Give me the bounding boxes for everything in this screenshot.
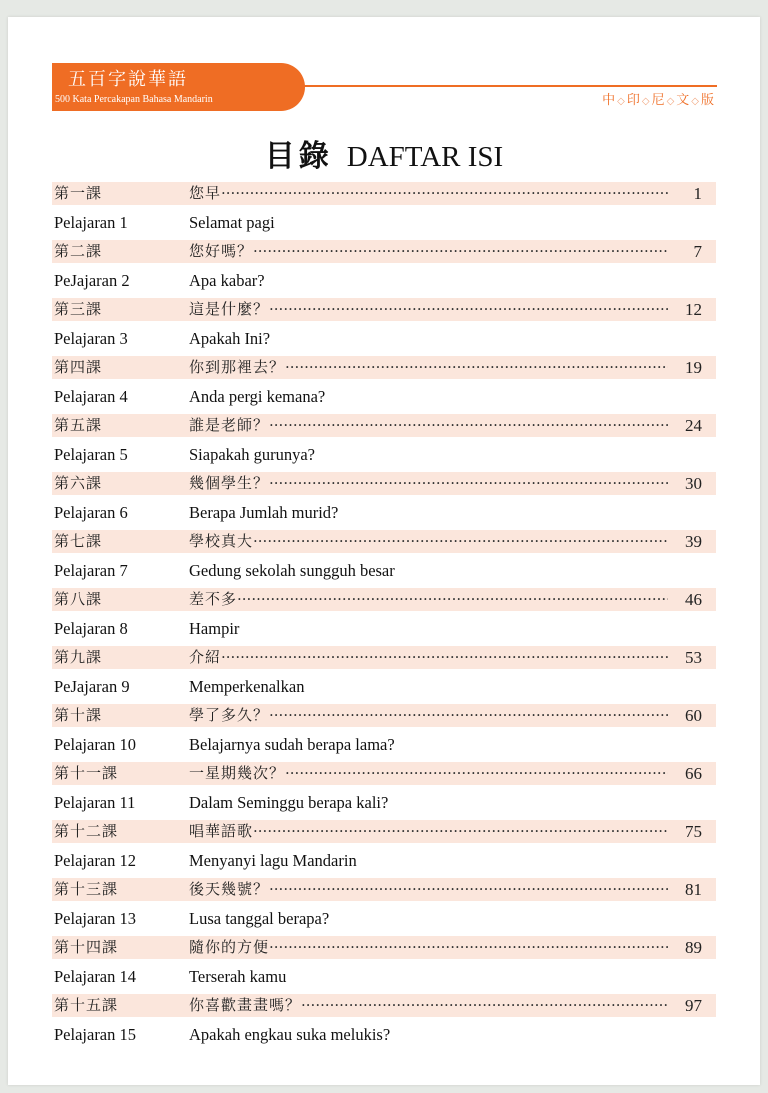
page-number: 12 (685, 300, 702, 319)
toc-lesson-row (52, 704, 716, 727)
lesson-title-id: Terserah kamu (189, 967, 287, 986)
lesson-title-id: Memperkenalkan (189, 677, 305, 696)
lesson-number-id: Pelajaran 7 (54, 561, 128, 580)
page-number: 97 (685, 996, 702, 1015)
lesson-number-cn: 第一課 (54, 184, 103, 202)
toc-translation-row (52, 962, 716, 991)
lesson-title-id: Lusa tanggal berapa? (189, 909, 330, 928)
toc-lesson-row (52, 472, 716, 495)
edition-char: 文 (676, 93, 691, 108)
lesson-number-id: Pelajaran 14 (54, 967, 137, 986)
toc-translation-row (52, 324, 716, 353)
toc-lesson-row (52, 878, 716, 901)
page-number: 89 (685, 938, 702, 957)
lesson-number-cn: 第十五課 (54, 996, 119, 1014)
page-number: 24 (685, 416, 702, 435)
page-number: 81 (685, 880, 702, 899)
lesson-number-id: Pelajaran 10 (54, 735, 137, 754)
page-number: 53 (685, 648, 702, 667)
toc-translation-row (52, 788, 716, 817)
page-number: 39 (685, 532, 702, 551)
lesson-title-id: Siapakah gurunya? (189, 445, 315, 464)
lesson-number-cn: 第八課 (54, 590, 103, 608)
lesson-title-cn (189, 530, 668, 553)
lesson-title-cn-text: 後天幾號？ (189, 880, 270, 898)
lesson-number-cn: 第六課 (54, 474, 103, 492)
toc-translation-row (52, 904, 716, 933)
edition-char: 尼 (651, 93, 666, 108)
lesson-title-cn-text: 這是什麼？ (189, 300, 270, 318)
page-number: 30 (685, 474, 702, 493)
lesson-title-cn (189, 646, 668, 669)
toc-lesson-row (52, 762, 716, 785)
toc-translation-row (52, 730, 716, 759)
toc-translation-row (52, 1020, 716, 1049)
lesson-title-id: Selamat pagi (189, 213, 275, 232)
toc-translation-row (52, 266, 716, 295)
toc-lesson-row (52, 646, 716, 669)
page-number: 1 (693, 184, 702, 203)
toc-translation-row (52, 614, 716, 643)
lesson-number-cn: 第九課 (54, 648, 103, 666)
lesson-title-cn (189, 356, 668, 379)
toc-lesson-row (52, 240, 716, 263)
lesson-title-cn-text: 差不多 (189, 590, 238, 608)
header-rule (304, 85, 717, 87)
page-number: 19 (685, 358, 702, 377)
lesson-number-cn: 第二課 (54, 242, 103, 260)
toc-lesson-row (52, 356, 716, 379)
lesson-title-cn (189, 298, 668, 321)
toc-translation-row (52, 498, 716, 527)
toc-lesson-row (52, 994, 716, 1017)
lesson-title-cn-text: 您早 (189, 184, 222, 202)
page-title-cn: 目錄 (264, 139, 333, 174)
book-title-subtitle: 500 Kata Percakapan Bahasa Mandarin (55, 94, 213, 105)
toc-lesson-row (52, 298, 716, 321)
lesson-title-cn (189, 936, 668, 959)
lesson-number-id: Pelajaran 11 (54, 793, 136, 812)
document-page (8, 17, 760, 1085)
lesson-number-id: Pelajaran 5 (54, 445, 128, 464)
toc-translation-row (52, 208, 716, 237)
lesson-number-id: Pelajaran 4 (54, 387, 128, 406)
toc-lesson-row (52, 414, 716, 437)
toc-translation-row (52, 846, 716, 875)
lesson-title-id: Anda pergi kemana? (189, 387, 326, 406)
lesson-title-cn (189, 762, 668, 785)
lesson-number-id: PeJajaran 9 (54, 677, 130, 696)
lesson-number-cn: 第十二課 (54, 822, 119, 840)
lesson-title-cn (189, 820, 668, 843)
lesson-number-id: PeJajaran 2 (54, 271, 130, 290)
lesson-title-cn-text: 一星期幾次？ (189, 764, 286, 782)
lesson-title-cn-text: 學校真大 (189, 532, 254, 550)
lesson-title-cn-text: 學了多久？ (189, 706, 270, 724)
toc-translation-row (52, 556, 716, 585)
page-number: 60 (685, 706, 702, 725)
lesson-number-cn: 第十一課 (54, 764, 119, 782)
lesson-title-id: Dalam Seminggu berapa kali? (189, 793, 389, 812)
lesson-number-id: Pelajaran 15 (54, 1025, 137, 1044)
lesson-title-id: Gedung sekolah sungguh besar (189, 561, 395, 580)
lesson-number-id: Pelajaran 13 (54, 909, 137, 928)
lesson-title-id: Menyanyi lagu Mandarin (189, 851, 357, 870)
lesson-title-cn-text: 誰是老師？ (189, 416, 270, 434)
lesson-title-cn (189, 240, 668, 263)
page-number: 46 (685, 590, 702, 609)
lesson-title-id: Apakah engkau suka melukis? (189, 1025, 391, 1044)
toc-lesson-row (52, 936, 716, 959)
page-title-lat: DAFTAR ISI (346, 141, 504, 173)
lesson-number-cn: 第七課 (54, 532, 103, 550)
edition-char: 印 (626, 93, 641, 108)
lesson-title-cn-text: 介紹 (189, 648, 222, 666)
lesson-title-id: Belajarnya sudah berapa lama? (189, 735, 395, 754)
lesson-number-cn: 第十課 (54, 706, 103, 724)
table-of-contents (52, 179, 716, 1049)
toc-lesson-row (52, 820, 716, 843)
toc-lesson-row (52, 588, 716, 611)
edition-char: 版 (700, 93, 715, 108)
lesson-title-cn-text: 你喜歡畫畫嗎？ (189, 996, 302, 1014)
page-number: 75 (685, 822, 702, 841)
lesson-title-cn (189, 414, 668, 437)
toc-translation-row (52, 382, 716, 411)
page-title (8, 137, 760, 181)
lesson-title-cn (189, 472, 668, 495)
toc-lesson-row (52, 530, 716, 553)
lesson-title-cn-text: 唱華語歌 (189, 822, 254, 840)
lesson-title-cn-text: 你到那裡去？ (189, 358, 286, 376)
lesson-title-cn (189, 994, 668, 1017)
edition-label: 中◇印◇尼◇文◇版 (602, 93, 715, 108)
lesson-number-cn: 第十三課 (54, 880, 119, 898)
lesson-title-cn (189, 878, 668, 901)
lesson-number-cn: 第五課 (54, 416, 103, 434)
lesson-title-id: Apa kabar? (189, 271, 265, 290)
page-number: 7 (693, 242, 702, 261)
lesson-title-id: Apakah Ini? (189, 329, 271, 348)
lesson-title-cn (189, 704, 668, 727)
lesson-title-id: Hampir (189, 619, 240, 638)
lesson-number-id: Pelajaran 12 (54, 851, 137, 870)
lesson-title-cn-text: 您好嗎？ (189, 242, 254, 260)
lesson-number-cn: 第四課 (54, 358, 103, 376)
toc-translation-row (52, 440, 716, 469)
lesson-number-id: Pelajaran 1 (54, 213, 128, 232)
toc-translation-row (52, 672, 716, 701)
toc-lesson-row (52, 182, 716, 205)
page-number: 66 (685, 764, 702, 783)
lesson-title-cn (189, 588, 668, 611)
book-title-tab (52, 63, 305, 111)
lesson-number-id: Pelajaran 8 (54, 619, 128, 638)
lesson-title-cn-text: 隨你的方便 (189, 938, 270, 956)
lesson-title-cn-text: 幾個學生？ (189, 474, 270, 492)
lesson-number-cn: 第十四課 (54, 938, 119, 956)
lesson-title-id: Berapa Jumlah murid? (189, 503, 339, 522)
edition-char: 中 (602, 93, 617, 108)
book-title-cn: 五百字說華語 (68, 69, 188, 90)
lesson-number-id: Pelajaran 3 (54, 329, 128, 348)
lesson-number-id: Pelajaran 6 (54, 503, 128, 522)
lesson-number-cn: 第三課 (54, 300, 103, 318)
lesson-title-cn (189, 182, 668, 205)
